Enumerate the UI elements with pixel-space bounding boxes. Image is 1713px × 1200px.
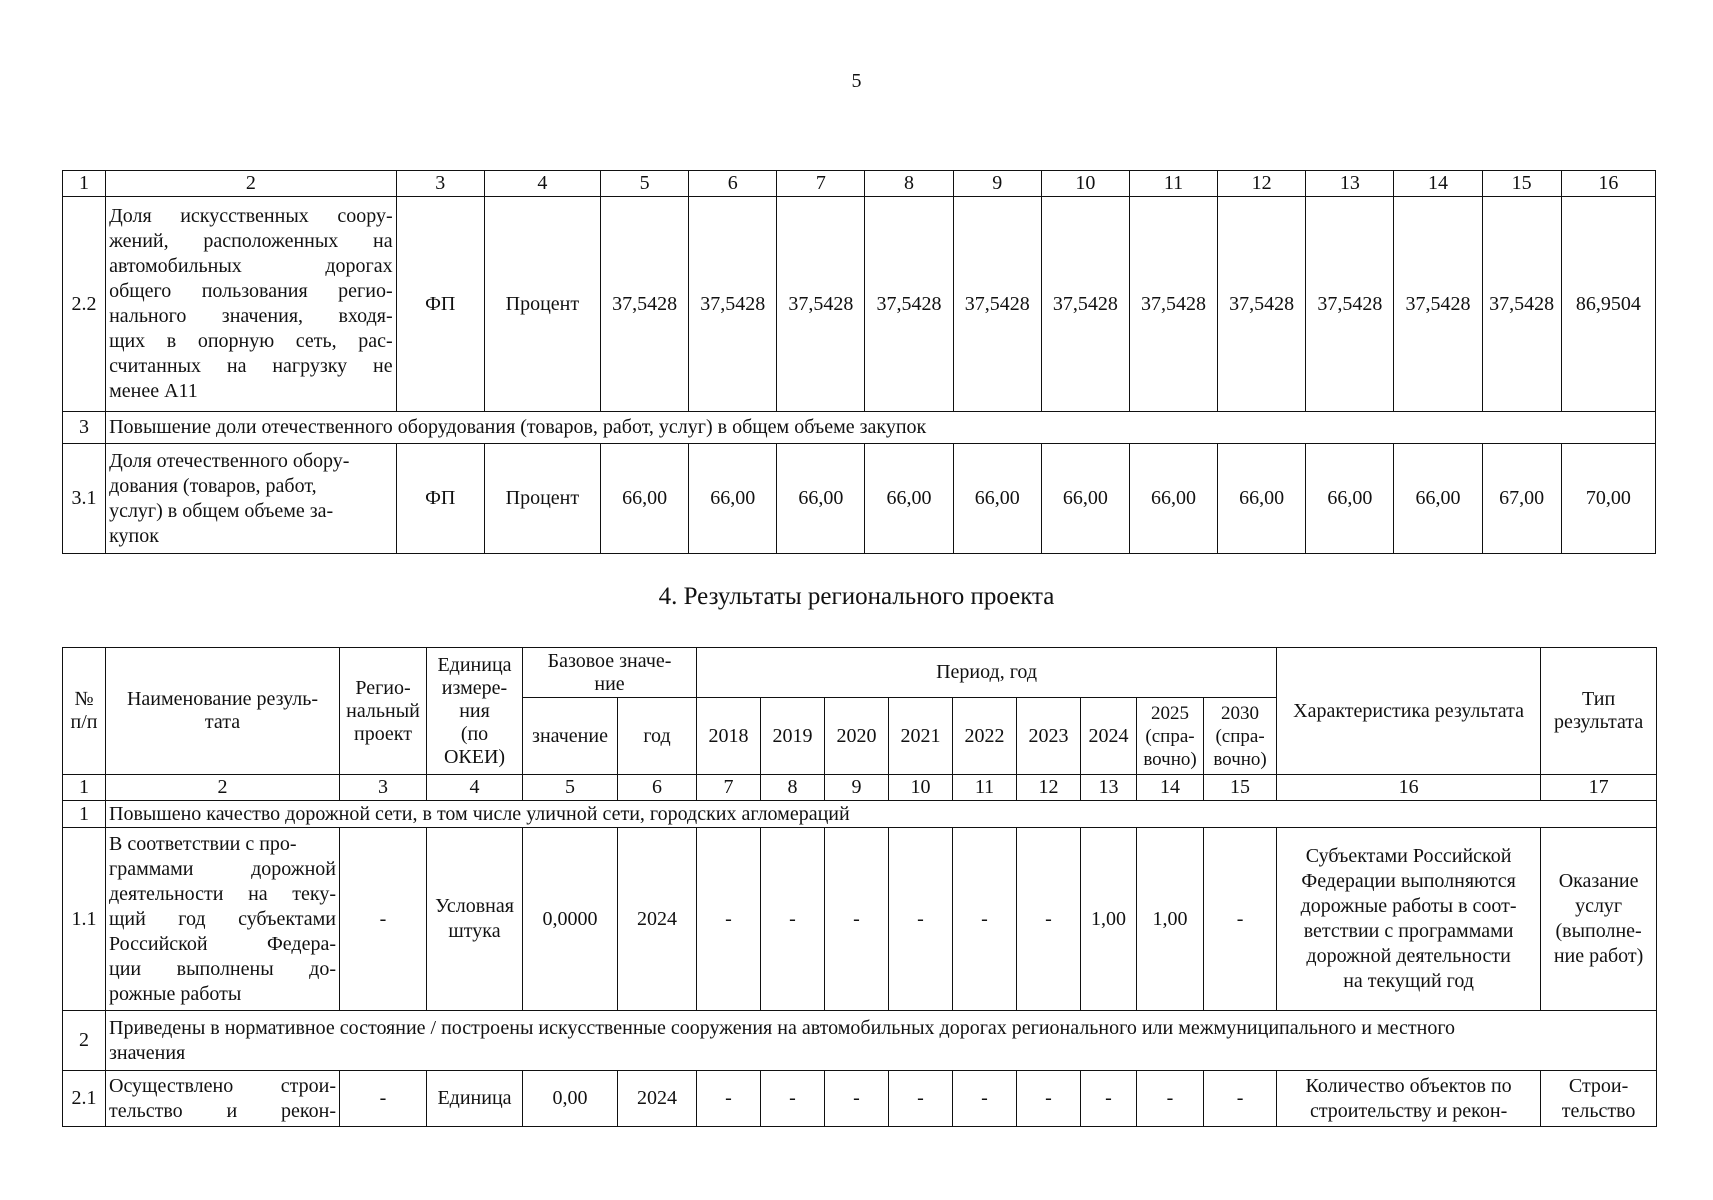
header-num — [63, 648, 106, 775]
col-number: 8 — [865, 171, 953, 197]
name-line: общего пользования регио- — [109, 280, 393, 302]
value-cell: 37,5428 — [865, 197, 953, 412]
value-cell: - — [1204, 828, 1277, 1011]
section-row — [63, 412, 1656, 444]
value-cell: - — [1137, 1071, 1204, 1127]
value-cell: 37,5428 — [1394, 197, 1482, 412]
col-number: 10 — [889, 775, 953, 801]
value-cell: 66,00 — [601, 444, 689, 554]
value-cell: - — [889, 1071, 953, 1127]
base-year: 2024 — [618, 1071, 697, 1127]
indicator-name — [106, 444, 397, 554]
indicator-level: ФП — [396, 444, 484, 554]
header-line: (спра- — [1215, 725, 1265, 747]
row-number: 2.2 — [63, 197, 106, 412]
indicator-level: ФП — [396, 197, 484, 412]
name-line: Российской Федера- — [109, 932, 336, 955]
type-line: услуг — [1575, 895, 1623, 917]
name-line: дования (товаров, работ, — [109, 474, 317, 497]
value-cell: 37,5428 — [601, 197, 689, 412]
value-cell: - — [1204, 1071, 1277, 1127]
value-cell: - — [953, 828, 1017, 1011]
col-number: 8 — [761, 775, 825, 801]
value-cell: - — [761, 1071, 825, 1127]
value-cell: - — [761, 828, 825, 1011]
header-line: п/п — [70, 711, 98, 733]
value-cell: 70,00 — [1561, 444, 1655, 554]
header-line: 2025 — [1151, 702, 1190, 724]
row-number: 2 — [63, 1011, 106, 1071]
header-characteristic: Характеристика результата — [1277, 648, 1541, 775]
header-line: ОКЕИ) — [443, 745, 506, 768]
result-name — [106, 828, 340, 1011]
header-line: вочно) — [1143, 748, 1197, 770]
col-number: 2 — [106, 775, 340, 801]
name-line: граммами дорожной — [109, 857, 336, 880]
characteristic-line: дорожной деятельности — [1306, 945, 1511, 967]
header-year: 2019 — [761, 698, 825, 775]
value-cell: - — [953, 1071, 1017, 1127]
column-numbers-row — [63, 171, 1656, 197]
value-cell: - — [1081, 1071, 1137, 1127]
col-number: 4 — [427, 775, 523, 801]
table-row — [63, 444, 1656, 554]
header-year: 2024 — [1081, 698, 1137, 775]
result-unit — [427, 828, 523, 1011]
value-cell: 37,5428 — [689, 197, 777, 412]
section-heading: 4. Результаты регионального проекта — [658, 583, 1055, 610]
col-number: 14 — [1137, 775, 1204, 801]
header-line: Базовое значе- — [547, 649, 672, 672]
name-line: рожные работы — [109, 982, 242, 1005]
name-line: считанных на нагрузку не — [109, 355, 393, 377]
name-line: жений, расположенных на — [109, 230, 393, 252]
name-line: тельство и рекон- — [109, 1099, 336, 1122]
header-line: проект — [353, 722, 413, 745]
characteristic-line: Субъектами Российской — [1305, 845, 1512, 867]
value-cell: 37,5428 — [1129, 197, 1217, 412]
value-cell: - — [697, 1071, 761, 1127]
value-cell: 37,5428 — [1306, 197, 1394, 412]
value-cell: 66,00 — [1218, 444, 1306, 554]
col-number: 12 — [1218, 171, 1306, 197]
header-row — [63, 648, 1657, 698]
col-number: 15 — [1482, 171, 1561, 197]
col-number: 16 — [1561, 171, 1655, 197]
header-type — [1541, 648, 1657, 775]
header-year: 2021 — [889, 698, 953, 775]
col-number: 9 — [825, 775, 889, 801]
section-row — [63, 1011, 1657, 1071]
col-number: 16 — [1277, 775, 1541, 801]
value-cell: - — [1017, 1071, 1081, 1127]
col-number: 3 — [340, 775, 427, 801]
col-number: 5 — [601, 171, 689, 197]
value-cell: 66,00 — [865, 444, 953, 554]
value-cell: - — [889, 828, 953, 1011]
col-number: 4 — [484, 171, 600, 197]
indicator-unit: Процент — [484, 444, 600, 554]
col-number: 6 — [618, 775, 697, 801]
section-title: Повышено качество дорожной сети, в том числе уличной сети, городских агломераций — [106, 801, 1657, 828]
col-number: 6 — [689, 171, 777, 197]
page-number: 5 — [851, 70, 862, 92]
table-row — [63, 197, 1656, 412]
result-characteristic — [1277, 828, 1541, 1011]
result-type — [1541, 1071, 1657, 1127]
col-number: 13 — [1081, 775, 1137, 801]
column-numbers-row — [63, 775, 1657, 801]
header-name — [106, 648, 340, 775]
value-cell: 1,00 — [1137, 828, 1204, 1011]
header-base-year: год — [618, 698, 697, 775]
col-number: 15 — [1204, 775, 1277, 801]
result-characteristic — [1277, 1071, 1541, 1127]
result-project: - — [340, 828, 427, 1011]
col-number: 2 — [106, 171, 397, 197]
value-cell: 66,00 — [953, 444, 1041, 554]
row-number: 3 — [63, 412, 106, 444]
header-base — [523, 648, 697, 698]
unit-line: штука — [448, 920, 501, 942]
header-year: 2018 — [697, 698, 761, 775]
col-number: 14 — [1394, 171, 1482, 197]
header-line: ние — [594, 672, 625, 695]
base-value: 0,0000 — [523, 828, 618, 1011]
characteristic-line: строительству и рекон- — [1309, 1099, 1508, 1122]
col-number: 5 — [523, 775, 618, 801]
base-value: 0,00 — [523, 1071, 618, 1127]
value-cell: 66,00 — [1129, 444, 1217, 554]
table-row — [63, 1071, 1657, 1127]
header-line: результата — [1553, 711, 1644, 733]
row-number: 3.1 — [63, 444, 106, 554]
characteristic-line: дорожные работы в соот- — [1300, 895, 1517, 917]
row-number: 1 — [63, 801, 106, 828]
row-number: 1.1 — [63, 828, 106, 1011]
header-line: Регио- — [355, 676, 411, 699]
type-line: ние работ) — [1553, 945, 1644, 967]
row-number: 2.1 — [63, 1071, 106, 1127]
header-line: Тип — [1582, 688, 1616, 710]
value-cell: - — [825, 828, 889, 1011]
value-cell: 37,5428 — [777, 197, 865, 412]
indicators-table — [62, 170, 1656, 554]
value-cell: - — [825, 1071, 889, 1127]
value-cell: 66,00 — [1394, 444, 1482, 554]
name-line: щий год субъектами — [109, 907, 336, 930]
header-line: тата — [204, 711, 241, 733]
header-year: 2023 — [1017, 698, 1081, 775]
type-line: Строи- — [1568, 1074, 1629, 1097]
unit-line: Условная — [435, 895, 514, 917]
value-cell: 66,00 — [1306, 444, 1394, 554]
name-line: В соответствии с про- — [109, 832, 297, 855]
base-year: 2024 — [618, 828, 697, 1011]
name-line: Доля отечественного обору- — [109, 449, 350, 472]
results-table — [62, 647, 1657, 1127]
col-number: 12 — [1017, 775, 1081, 801]
header-line: Наименование резуль- — [126, 688, 319, 710]
indicator-unit: Процент — [484, 197, 600, 412]
header-line: вочно) — [1213, 748, 1267, 770]
header-base-value: значение — [523, 698, 618, 775]
name-line: менее А11 — [109, 380, 198, 402]
type-line: Оказание — [1558, 870, 1639, 892]
value-cell: - — [1017, 828, 1081, 1011]
value-cell: 67,00 — [1482, 444, 1561, 554]
header-line: (по — [460, 722, 489, 745]
characteristic-line: на текущий год — [1343, 970, 1474, 992]
result-type — [1541, 828, 1657, 1011]
header-line: измере- — [441, 676, 508, 699]
col-number: 13 — [1306, 171, 1394, 197]
value-cell: 66,00 — [777, 444, 865, 554]
col-number: 7 — [697, 775, 761, 801]
characteristic-line: Количество объектов по — [1305, 1074, 1512, 1097]
result-unit: Единица — [427, 1071, 523, 1127]
header-line: Единица — [437, 653, 512, 676]
name-line: услуг) в общем объеме за- — [109, 499, 334, 522]
header-line: 2030 — [1221, 702, 1260, 724]
col-number: 7 — [777, 171, 865, 197]
col-number: 10 — [1041, 171, 1129, 197]
col-number: 11 — [1129, 171, 1217, 197]
name-line: нального значения, входя- — [109, 305, 393, 327]
name-line: ции выполнены до- — [109, 957, 336, 980]
value-cell: 66,00 — [689, 444, 777, 554]
section-title: Повышение доли отечественного оборудования (товаров, работ, услуг) в общем объеме закупок — [106, 412, 1656, 444]
col-number: 17 — [1541, 775, 1657, 801]
value-cell: 37,5428 — [1041, 197, 1129, 412]
section-title-line: значения — [109, 1041, 186, 1064]
header-line: № — [74, 688, 94, 710]
header-project — [340, 648, 427, 775]
characteristic-line: ветствии с программами — [1303, 920, 1514, 942]
type-line: (выполне- — [1555, 920, 1642, 942]
col-number: 1 — [63, 171, 106, 197]
value-cell: 1,00 — [1081, 828, 1137, 1011]
header-period: Период, год — [697, 648, 1277, 698]
name-line: Осуществлено строи- — [109, 1074, 336, 1097]
header-line: (спра- — [1145, 725, 1195, 747]
value-cell: - — [697, 828, 761, 1011]
header-year: 2022 — [953, 698, 1017, 775]
table-row — [63, 828, 1657, 1011]
name-line: автомобильных дорогах — [109, 255, 393, 277]
header-unit — [427, 648, 523, 775]
section-title-line: Приведены в нормативное состояние / построены искусственные сооружения на автомобильных дорогах регионального или межмуниципального и местного — [109, 1016, 1456, 1039]
value-cell: 37,5428 — [1482, 197, 1561, 412]
section-title — [106, 1011, 1657, 1071]
col-number: 11 — [953, 775, 1017, 801]
result-project: - — [340, 1071, 427, 1127]
type-line: тельство — [1561, 1099, 1636, 1122]
value-cell: 37,5428 — [953, 197, 1041, 412]
value-cell: 37,5428 — [1218, 197, 1306, 412]
header-year-2030 — [1204, 698, 1277, 775]
value-cell: 66,00 — [1041, 444, 1129, 554]
header-year: 2020 — [825, 698, 889, 775]
section-row — [63, 801, 1657, 828]
name-line: щих в опорную сеть, рас- — [109, 330, 393, 352]
characteristic-line: Федерации выполняются — [1301, 870, 1516, 892]
name-line: купок — [109, 524, 159, 547]
col-number: 1 — [63, 775, 106, 801]
name-line: деятельности на теку- — [109, 882, 336, 905]
header-year-2025 — [1137, 698, 1204, 775]
indicator-name — [106, 197, 397, 412]
value-cell: 86,9504 — [1561, 197, 1655, 412]
name-line: Доля искусственных соору- — [109, 205, 393, 227]
col-number: 3 — [396, 171, 484, 197]
result-name — [106, 1071, 340, 1127]
col-number: 9 — [953, 171, 1041, 197]
header-line: нальный — [346, 699, 420, 722]
header-line: ния — [459, 699, 490, 722]
